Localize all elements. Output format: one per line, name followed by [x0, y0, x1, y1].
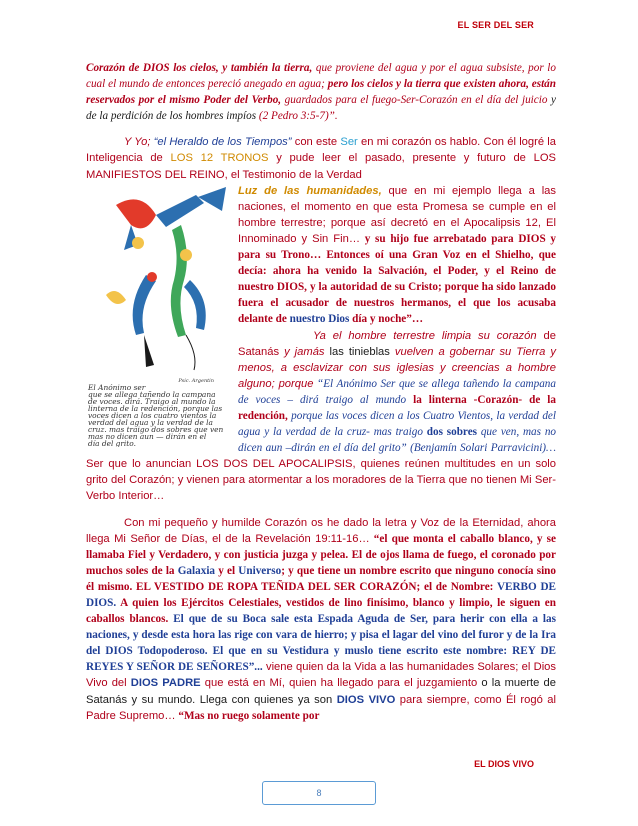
- svg-text:El Anónimo ser: El Anónimo ser: [88, 382, 146, 392]
- paragraph-2b: Psic. Argentin El Anónimo ser que se allega tañendo la campana de voces. dirá. Traigo al mundo la linterna de la redención, porque las voces dicen a los cuatro vientos la verdad del agua y la verdad de la cruz. mas traigo dos sobres que ven mas no dicen aun — dirán en el día del grito. Luz de las humanidades, que en mi ejemplo llega a las naciones, el momento en que esta Promesa se cumple en el hombre terrestre; porque así decretó en el Apocalipsis 12, El Innominado y Sin Fin… y su hijo fue arrebatado para DIOS y para su Trono… Entonces oí una Gran Voz en el Shielho, que decía: ahora ha venido la Salvación, el Poder, y el Reino de nuestro DIOS, y la autoridad de su Cristo; porque ha sido lanzado fuera el acusador de nuestros hermanos, el que los acusaba delante de nuestro Dios día y noche”…: [88, 184, 556, 447]
- page-number: 8: [262, 781, 376, 805]
- paragraph-2: Y Yo; “el Heraldo de los Tiempos” con este Ser en mi corazón os hablo. Con él logré la Inteligencia de LOS 12 TRONOS y pude leer el pasado, presente y futuro de LOS MANIFIESTOS DEL REINO, el Testimonio de la Verdad: [86, 136, 557, 181]
- footer-label: EL DIOS VIVO: [474, 759, 534, 769]
- illustration-image: [86, 185, 232, 447]
- svg-text:voces dicen a los cuatro vient: voces dicen a los cuatro vientos la: [88, 410, 217, 420]
- svg-text:verdad del agua y la verdad de: verdad del agua y la verdad de la: [88, 417, 213, 427]
- svg-text:de voces. dirá. Traigo al mund: de voces. dirá. Traigo al mundo la: [88, 396, 216, 406]
- paragraph-1: Corazón de DIOS los cielos, y también la tierra, que proviene del agua y por el agua subsiste, por lo cual el mundo de entonces pereció anegado en agua; pero los cielos y la tierra que existen ahora, están reservados por el mismo Poder del Verbo, guardados para el fuego-Ser-Corazón en el día del juicio y de la perdición de los hombres impíos (2 Pedro 3:5-7)”.: [86, 62, 556, 123]
- paragraph-3: Ya el hombre terrestre limpia su corazón de Satanás y jamás las tinieblas vuelven a gobernar su Tierra y menos, a esclavizar con sus iglesias y creencias a hombre alguno; porque “El Anónimo Ser que se allega tañendo la campana de voces – dirá traigo al mundo la linterna -Corazón- de la redención, porque las voces dicen a los Cuatro Vientos, la verdad del agua y la verdad de la cruz- mas traigo dos sobres que ven, mas no dicen aun –dirán en el día del grito” (Benjamín Solari Parravicini)… Ser que lo anuncian LOS DOS DEL APOCALIPSIS, quienes reúnen multitudes en un solo grito del Corazón; y vienen para atormentar a los moradores de la Tierra que no tienen Mi Ser-Verbo Interior…: [86, 329, 557, 503]
- header-title: EL SER DEL SER: [457, 20, 534, 30]
- paragraph-4: Con mi pequeño y humilde Corazón os he dado la letra y Voz de la Eternidad, ahora llega Mi Señor de Días, el de la Revelación 19:11-16… “el que monta el caballo blanco, y se llamaba Fiel y Verdadero, y con justicia juzga y pelea. El de ojos llama de fuego, el coronado por muchos soles de la Galaxia y el Universo; y que tiene un nombre escrito que ninguno conocía sino él mismo. EL VESTIDO DE ROPA TEÑIDA DEL SER CORAZÓN; el de Nombre: VERBO DE DIOS. A quien los Ejércitos Celestiales, vestidos de lino finísimo, blanco y limpio, le siguen en caballos blancos. El que de su Boca sale esta Espada Aguda de Ser, para herir con ella a las naciones, y desde esta hora las rige con vara de hierro; y pisa el lagar del vino del furor y de la Ira del DIOS Todopoderoso. El que en su Vestidura y muslo tiene escrito este nombre: REY DE REYES Y SEÑOR DE SEÑORES”... viene quien da la Vida a las humanidades Solares; el Dios Vivo del DIOS PADRE que está en Mí, quien ha llegado para el juzgamiento o la muerte de Satanás y su mundo. Llega con quienes ya son DIOS VIVO para siempre, como Él rogó al Padre Supremo… “Mas no ruego solamente por: [86, 516, 557, 722]
- svg-text:que se allega tañendo la campa: que se allega tañendo la campana: [88, 389, 216, 399]
- svg-text:linterna de la redención, porq: linterna de la redención, porque las: [88, 403, 223, 413]
- svg-text:cruz. mas traigo dos sobres qu: cruz. mas traigo dos sobres que ven: [88, 424, 224, 434]
- document-body: [86, 60, 556, 724]
- illustration-signature: Psic. Argentin: [178, 377, 214, 384]
- svg-text:mas no dicen aun — dirán en el: mas no dicen aun — dirán en el: [88, 431, 207, 441]
- svg-text:día del grito.: día del grito.: [88, 438, 136, 447]
